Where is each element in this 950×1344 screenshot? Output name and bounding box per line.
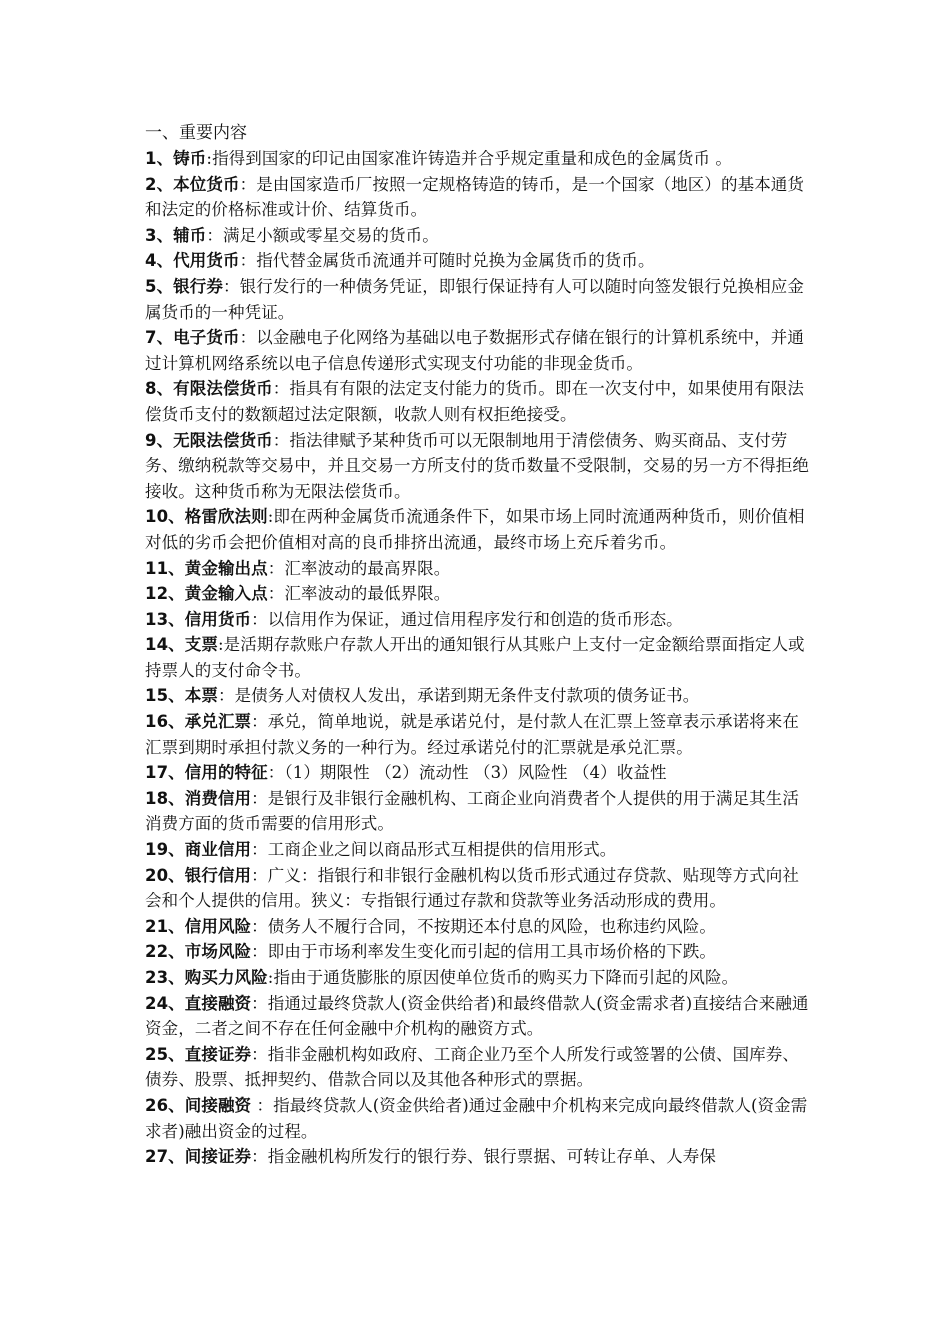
definition-separator: ：	[217, 686, 235, 706]
definition-separator: ：	[239, 251, 257, 271]
definition-entry	[145, 991, 813, 1042]
definition-entry	[145, 325, 813, 376]
definition-entry	[145, 632, 813, 683]
definition-text: 即在两种金属货币流通条件下，如果市场上同时流通两种货币，则价值相对低的劣币会把价值相对高的良币排挤出流通，最终市场上充斥着劣币。	[145, 507, 805, 552]
definition-text: 汇率波动的最高界限。	[284, 558, 451, 578]
definition-entry	[145, 274, 813, 325]
definition-text: 是活期存款账户存款人开出的通知银行从其账户上支付一定金额给票面指定人或持票人的支付命令书。	[145, 635, 805, 680]
definition-term: 15、本票	[145, 686, 218, 706]
definition-text: （1）期限性 （2）流动性 （3）风险性 （4）收益性	[284, 763, 667, 783]
definition-text: 指最终贷款人(资金供给者)通过金融中介机构来完成向最终借款人(资金需求者)融出资金的过程。	[145, 1095, 808, 1141]
definition-entry	[145, 914, 813, 940]
definition-entry	[145, 709, 813, 760]
definition-entry	[145, 376, 813, 427]
definition-text: 是由国家造币厂按照一定规格铸造的铸币，是一个国家（地区）的基本通货和法定的价格标准或计价、结算货币。	[145, 174, 805, 220]
definition-text: 指得到国家的印记由国家准许铸造并合乎规定重量和成色的金属货币 。	[212, 149, 733, 168]
definition-text: 指法律赋予某种货币可以无限制地用于清偿债务、购买商品、支付劳务、缴纳税款等交易中，并且交易一方所支付的货币数量不受限制，交易的另一方不得拒绝接收。这种货币称为无限法偿货币。	[145, 430, 809, 501]
definition-term: 8、有限法偿货币	[145, 379, 273, 399]
definition-term: 27、间接证券	[145, 1147, 252, 1167]
definition-separator: ：	[272, 379, 290, 399]
definition-entry	[145, 556, 813, 582]
definition-separator: ：	[251, 840, 268, 860]
definition-entry	[145, 863, 813, 914]
definition-separator: ：	[206, 225, 223, 245]
definition-term: 20、银行信用	[145, 865, 252, 885]
definition-entry	[145, 146, 813, 172]
definition-separator: ：	[251, 1147, 268, 1167]
definition-term: 1、铸币	[145, 149, 207, 168]
definition-entry	[145, 172, 813, 223]
definition-separator: ：	[272, 430, 290, 450]
definition-term: 23、购买力风险	[145, 968, 268, 987]
definition-text: 债务人不履行合同，不按期还本付息的风险，也称违约风险。	[267, 916, 716, 936]
definition-text: 指代替金属货币流通并可随时兑换为金属货币的货币。	[256, 251, 655, 271]
definition-term: 5、银行券	[145, 276, 223, 296]
definition-entry	[145, 939, 813, 965]
definition-separator: ：	[251, 916, 268, 936]
definition-text: 以信用作为保证，通过信用程序发行和创造的货币形态。	[267, 609, 683, 629]
definition-text: 指非金融机构如政府、工商企业乃至个人所发行或签署的公债、国库券、债券、股票、抵押契约、借款合同以及其他各种形式的票据。	[145, 1044, 799, 1090]
definition-text: 汇率波动的最低界限。	[284, 584, 451, 604]
section-title: 一、重要内容	[145, 123, 247, 143]
definition-term: 7、电子货币	[145, 328, 240, 348]
definition-term: 16、承兑汇票	[145, 712, 252, 732]
definition-entry	[145, 1144, 813, 1170]
definition-term: 10、格雷欣法则	[145, 507, 268, 527]
definition-entry	[145, 837, 813, 863]
definition-separator: ：	[251, 993, 268, 1013]
definition-separator: ：	[251, 609, 268, 629]
definition-entry	[145, 965, 813, 991]
definition-entry	[145, 786, 813, 837]
definition-separator: ：	[251, 865, 268, 885]
definition-separator: ：	[239, 328, 257, 348]
definition-entry	[145, 760, 813, 786]
definition-term: 11、黄金输出点	[145, 558, 268, 578]
definition-entry	[145, 607, 813, 633]
definition-entry	[145, 428, 813, 505]
definition-term: 19、商业信用	[145, 840, 252, 860]
definition-separator: ：	[222, 276, 240, 296]
document-page	[145, 120, 813, 1170]
definition-separator: ：	[251, 1095, 274, 1115]
definition-term: 17、信用的特征	[145, 763, 268, 783]
definition-term: 9、无限法偿货币	[145, 430, 273, 450]
definition-text: 银行发行的一种债务凭证，即银行保证持有人可以随时向签发银行兑换相应金属货币的一种凭证。	[145, 276, 804, 322]
definition-separator: ：	[251, 712, 268, 732]
definition-separator: ：	[251, 788, 268, 808]
definition-text: 指由于通货膨胀的原因使单位货币的购买力下降而引起的风险。	[273, 968, 739, 987]
definition-entry	[145, 248, 813, 274]
definition-text: 指具有有限的法定支付能力的货币。即在一次支付中，如果使用有限法偿货币支付的数额超过法定限额，收款人则有权拒绝接受。	[145, 379, 804, 424]
definition-text: 是债务人对债权人发出，承诺到期无条件支付款项的债务证书。	[234, 686, 700, 706]
definition-text: 承兑，简单地说，就是承诺兑付，是付款人在汇票上签章表示承诺将来在汇票到期时承担付款义务的一种行为。经过承诺兑付的汇票就是承兑汇票。	[145, 712, 799, 757]
definition-term: 26、间接融资	[145, 1095, 252, 1115]
definition-term: 24、直接融资	[145, 993, 252, 1013]
definition-separator: ：	[267, 558, 285, 578]
definition-text: 是银行及非银行金融机构、工商企业向消费者个人提供的用于满足其生活消费方面的货币需要的信用形式。	[145, 788, 799, 834]
definition-text: 指金融机构所发行的银行券、银行票据、可转让存单、人寿保	[267, 1147, 716, 1167]
definition-separator: ：	[239, 174, 257, 194]
definition-separator: ：	[251, 942, 268, 962]
definition-term: 13、信用货币	[145, 609, 252, 629]
definition-text: 工商企业之间以商品形式互相提供的信用形式。	[267, 840, 617, 860]
definition-separator: :	[206, 149, 213, 168]
definition-entry	[145, 1042, 813, 1093]
definition-text: 满足小额或零星交易的货币。	[223, 225, 439, 245]
definition-entry	[145, 683, 813, 709]
definition-term: 22、市场风险	[145, 942, 252, 962]
definition-text: 指通过最终贷款人(资金供给者)和最终借款人(资金需求者)直接结合来融通资金，二者之间不存在任何金融中介机构的融资方式。	[145, 993, 809, 1039]
definition-separator: ：	[267, 763, 285, 783]
definition-separator: :	[267, 968, 274, 987]
definition-term: 2、本位货币	[145, 174, 240, 194]
definition-term: 14、支票	[145, 635, 218, 655]
definition-text: 以金融电子化网络为基础以电子数据形式存储在银行的计算机系统中，并通过计算机网络系统以电子信息传递形式实现支付功能的非现金货币。	[145, 328, 805, 373]
definition-term: 25、直接证券	[145, 1044, 252, 1064]
definition-text: 广义：指银行和非银行金融机构以货币形式通过存贷款、贴现等方式向社会和个人提供的信用。狭义：专指银行通过存款和贷款等业务活动形成的费用。	[145, 865, 799, 911]
definition-entry	[145, 1093, 813, 1144]
definition-separator: :	[217, 635, 224, 655]
definition-term: 21、信用风险	[145, 916, 252, 936]
definition-separator: :	[267, 507, 274, 527]
definition-term: 3、辅币	[145, 225, 207, 245]
definition-list	[145, 146, 813, 1170]
definition-entry	[145, 223, 813, 249]
definition-separator: ：	[251, 1044, 268, 1064]
definition-term: 12、黄金输入点	[145, 584, 268, 604]
definition-entry	[145, 581, 813, 607]
definition-term: 4、代用货币	[145, 251, 240, 271]
definition-separator: ：	[267, 584, 285, 604]
definition-text: 即由于市场利率发生变化而引起的信用工具市场价格的下跌。	[267, 942, 716, 962]
definition-entry	[145, 504, 813, 555]
definition-term: 18、消费信用	[145, 788, 252, 808]
